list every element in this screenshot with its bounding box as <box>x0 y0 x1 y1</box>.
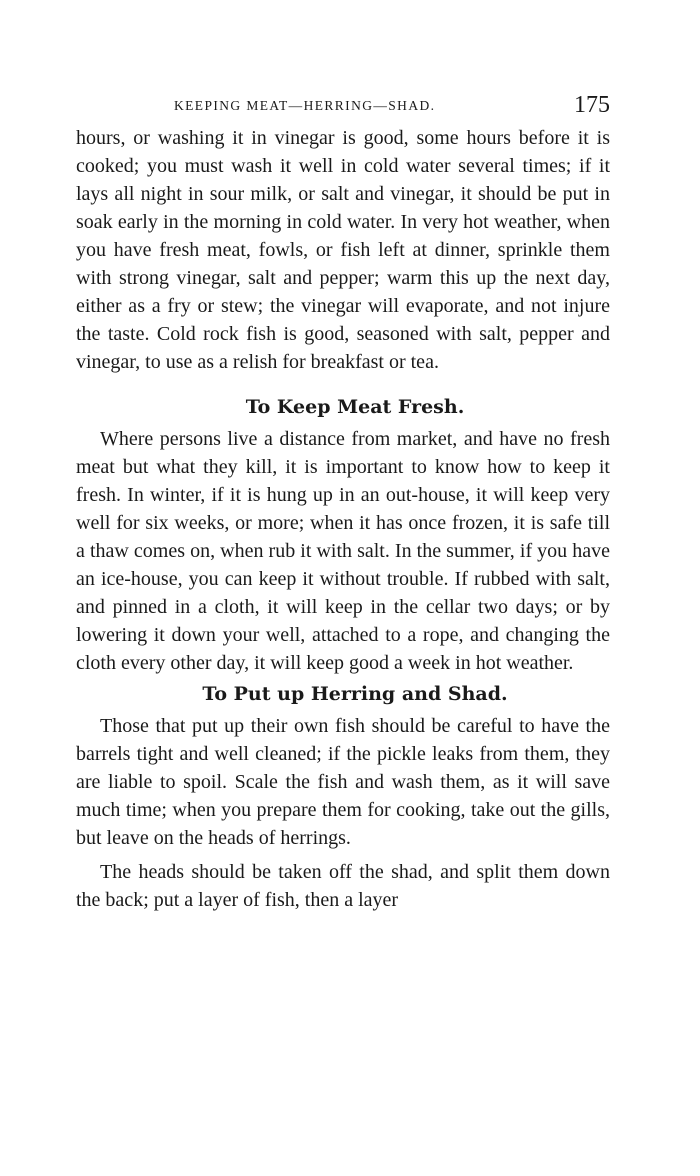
paragraph-keep-meat-fresh: Where persons live a distance from market, and have no fresh meat but what they kill, it is important to know how to keep it fresh. In winter, if it is hung up in an out-house, it will keep very well for six weeks, or more; when it has once frozen, it is safe till a thaw comes on, when rub it with salt. In the summer, if you have an ice-house, you can keep it without trouble. If rubbed with salt, and pinned in a cloth, it will keep in the cellar two days; or by lowering it down your well, attached to a rope, and changing the cloth every other day, it will keep good a week in hot weather. <box>76 428 610 674</box>
heading-herring-and-shad: To Put up Herring and Shad. <box>202 683 508 705</box>
running-head <box>76 92 610 124</box>
book-page <box>76 92 610 914</box>
running-title: KEEPING MEAT—HERRING—SHAD. <box>174 98 436 113</box>
heading-keep-meat-fresh: To Keep Meat Fresh. <box>245 396 465 418</box>
body-text <box>76 124 610 914</box>
paragraph-herring-barrels: Those that put up their own fish should be careful to have the barrels tight and well cleaned; if the pickle leaks from them, they are liable to spoil. Scale the fish and wash them, as it will save much time; when you prepare them for cooking, take out the gills, but leave on the heads of herrings. <box>76 715 610 849</box>
page-number: 175 <box>574 92 610 118</box>
paragraph-shad-heads: The heads should be taken off the shad, and split them down the back; put a layer of fish, then a layer <box>76 861 610 911</box>
paragraph-vinegar: hours, or washing it in vinegar is good, some hours before it is cooked; you must wash it well in cold water several times; if it lays all night in sour milk, or salt and vinegar, it should be put in soak early in the morning in cold water. In very hot weather, when you have fresh meat, fowls, or fish left at dinner, sprinkle them with strong vinegar, salt and pepper; warm this up the next day, either as a fry or stew; the vinegar will evaporate, and not injure the taste. Cold rock fish is good, seasoned with salt, pepper and vinegar, to use as a relish for breakfast or tea. <box>76 127 610 373</box>
